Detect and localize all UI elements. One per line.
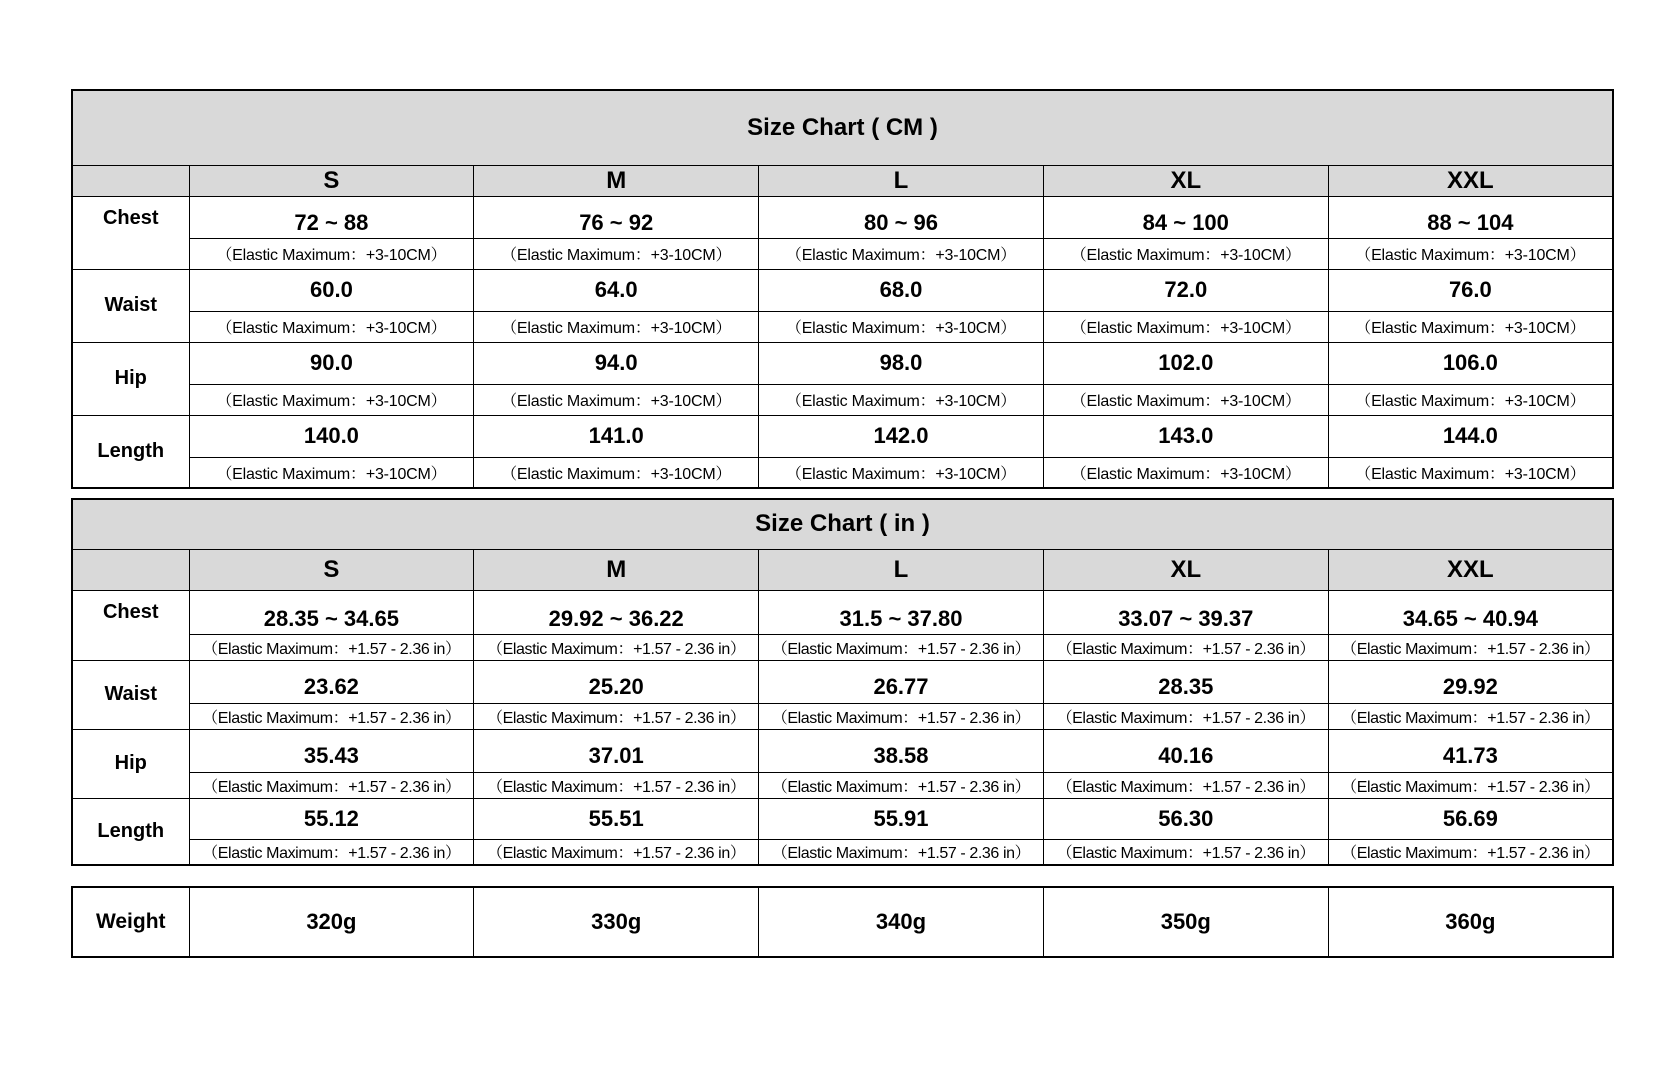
elastic-note: （Elastic Maximum：+1.57 - 2.36 in） — [1328, 703, 1613, 729]
elastic-note: （Elastic Maximum：+1.57 - 2.36 in） — [189, 772, 474, 798]
weight-value-m: 330g — [474, 887, 759, 957]
value-cell: 76.0 — [1328, 269, 1613, 311]
value-cell: 26.77 — [759, 660, 1044, 703]
value-cell: 102.0 — [1043, 342, 1328, 384]
size-header-l: L — [759, 165, 1044, 196]
value-cell: 41.73 — [1328, 729, 1613, 772]
row-label-hip: Hip — [72, 729, 189, 798]
elastic-note: （Elastic Maximum：+1.57 - 2.36 in） — [759, 703, 1044, 729]
value-cell: 55.51 — [474, 798, 759, 839]
elastic-note: （Elastic Maximum：+1.57 - 2.36 in） — [1043, 703, 1328, 729]
elastic-note: （Elastic Maximum：+1.57 - 2.36 in） — [1328, 772, 1613, 798]
value-cell: 143.0 — [1043, 415, 1328, 457]
elastic-note: （Elastic Maximum：+3-10CM） — [1328, 238, 1613, 269]
value-cell: 98.0 — [759, 342, 1044, 384]
value-cell: 40.16 — [1043, 729, 1328, 772]
weight-value-xl: 350g — [1043, 887, 1328, 957]
elastic-note: （Elastic Maximum：+1.57 - 2.36 in） — [759, 772, 1044, 798]
value-cell: 56.30 — [1043, 798, 1328, 839]
row-label-chest: Chest — [72, 590, 189, 660]
value-cell: 80 ~ 96 — [759, 196, 1044, 238]
elastic-note: （Elastic Maximum：+3-10CM） — [1328, 311, 1613, 342]
size-header-m: M — [474, 549, 759, 590]
value-cell: 55.12 — [189, 798, 474, 839]
elastic-note: （Elastic Maximum：+3-10CM） — [1328, 384, 1613, 415]
elastic-note: （Elastic Maximum：+3-10CM） — [474, 238, 759, 269]
weight-table — [71, 886, 1614, 958]
value-cell: 142.0 — [759, 415, 1044, 457]
size-header-l: L — [759, 549, 1044, 590]
value-cell: 140.0 — [189, 415, 474, 457]
value-cell: 23.62 — [189, 660, 474, 703]
value-cell: 68.0 — [759, 269, 1044, 311]
elastic-note: （Elastic Maximum：+3-10CM） — [759, 311, 1044, 342]
row-label-length: Length — [72, 415, 189, 488]
size-header-s: S — [189, 165, 474, 196]
elastic-note: （Elastic Maximum：+3-10CM） — [1328, 457, 1613, 488]
chart-title: Size Chart ( CM ) — [72, 90, 1613, 165]
value-cell: 72.0 — [1043, 269, 1328, 311]
header-corner-cell — [72, 549, 189, 590]
value-cell: 33.07 ~ 39.37 — [1043, 590, 1328, 634]
elastic-note: （Elastic Maximum：+3-10CM） — [474, 384, 759, 415]
row-label-waist: Waist — [72, 269, 189, 342]
elastic-note: （Elastic Maximum：+1.57 - 2.36 in） — [1328, 634, 1613, 660]
weight-value-s: 320g — [189, 887, 474, 957]
elastic-note: （Elastic Maximum：+1.57 - 2.36 in） — [759, 839, 1044, 865]
elastic-note: （Elastic Maximum：+1.57 - 2.36 in） — [189, 703, 474, 729]
value-cell: 60.0 — [189, 269, 474, 311]
elastic-note: （Elastic Maximum：+3-10CM） — [189, 457, 474, 488]
value-cell: 38.58 — [759, 729, 1044, 772]
value-cell: 106.0 — [1328, 342, 1613, 384]
elastic-note: （Elastic Maximum：+1.57 - 2.36 in） — [1328, 839, 1613, 865]
value-cell: 55.91 — [759, 798, 1044, 839]
value-cell: 56.69 — [1328, 798, 1613, 839]
value-cell: 88 ~ 104 — [1328, 196, 1613, 238]
value-cell: 72 ~ 88 — [189, 196, 474, 238]
size-header-xxl: XXL — [1328, 165, 1613, 196]
value-cell: 84 ~ 100 — [1043, 196, 1328, 238]
size-header-m: M — [474, 165, 759, 196]
row-label-length: Length — [72, 798, 189, 865]
elastic-note: （Elastic Maximum：+3-10CM） — [759, 384, 1044, 415]
elastic-note: （Elastic Maximum：+1.57 - 2.36 in） — [1043, 839, 1328, 865]
weight-value-l: 340g — [759, 887, 1044, 957]
value-cell: 25.20 — [474, 660, 759, 703]
row-label-weight: Weight — [72, 887, 189, 957]
value-cell: 29.92 — [1328, 660, 1613, 703]
value-cell: 76 ~ 92 — [474, 196, 759, 238]
elastic-note: （Elastic Maximum：+3-10CM） — [189, 311, 474, 342]
value-cell: 64.0 — [474, 269, 759, 311]
elastic-note: （Elastic Maximum：+1.57 - 2.36 in） — [189, 839, 474, 865]
elastic-note: （Elastic Maximum：+3-10CM） — [1043, 457, 1328, 488]
elastic-note: （Elastic Maximum：+1.57 - 2.36 in） — [759, 634, 1044, 660]
elastic-note: （Elastic Maximum：+3-10CM） — [189, 384, 474, 415]
value-cell: 90.0 — [189, 342, 474, 384]
size-chart-in — [71, 498, 1614, 866]
elastic-note: （Elastic Maximum：+3-10CM） — [474, 457, 759, 488]
value-cell: 144.0 — [1328, 415, 1613, 457]
elastic-note: （Elastic Maximum：+3-10CM） — [759, 457, 1044, 488]
elastic-note: （Elastic Maximum：+3-10CM） — [1043, 311, 1328, 342]
header-corner-cell — [72, 165, 189, 196]
value-cell: 34.65 ~ 40.94 — [1328, 590, 1613, 634]
size-chart-cm — [71, 89, 1614, 489]
elastic-note: （Elastic Maximum：+1.57 - 2.36 in） — [1043, 634, 1328, 660]
value-cell: 28.35 ~ 34.65 — [189, 590, 474, 634]
elastic-note: （Elastic Maximum：+1.57 - 2.36 in） — [189, 634, 474, 660]
value-cell: 31.5 ~ 37.80 — [759, 590, 1044, 634]
value-cell: 94.0 — [474, 342, 759, 384]
value-cell: 35.43 — [189, 729, 474, 772]
size-header-s: S — [189, 549, 474, 590]
value-cell: 37.01 — [474, 729, 759, 772]
elastic-note: （Elastic Maximum：+3-10CM） — [1043, 238, 1328, 269]
row-label-waist: Waist — [72, 660, 189, 729]
row-label-hip: Hip — [72, 342, 189, 415]
value-cell: 29.92 ~ 36.22 — [474, 590, 759, 634]
value-cell: 28.35 — [1043, 660, 1328, 703]
size-header-xl: XL — [1043, 549, 1328, 590]
elastic-note: （Elastic Maximum：+3-10CM） — [474, 311, 759, 342]
weight-value-xxl: 360g — [1328, 887, 1613, 957]
elastic-note: （Elastic Maximum：+3-10CM） — [1043, 384, 1328, 415]
elastic-note: （Elastic Maximum：+3-10CM） — [189, 238, 474, 269]
elastic-note: （Elastic Maximum：+1.57 - 2.36 in） — [474, 839, 759, 865]
value-cell: 141.0 — [474, 415, 759, 457]
elastic-note: （Elastic Maximum：+1.57 - 2.36 in） — [474, 772, 759, 798]
chart-title: Size Chart ( in ) — [72, 499, 1613, 549]
size-header-xxl: XXL — [1328, 549, 1613, 590]
elastic-note: （Elastic Maximum：+3-10CM） — [759, 238, 1044, 269]
elastic-note: （Elastic Maximum：+1.57 - 2.36 in） — [474, 634, 759, 660]
row-label-chest: Chest — [72, 196, 189, 269]
elastic-note: （Elastic Maximum：+1.57 - 2.36 in） — [474, 703, 759, 729]
elastic-note: （Elastic Maximum：+1.57 - 2.36 in） — [1043, 772, 1328, 798]
size-header-xl: XL — [1043, 165, 1328, 196]
